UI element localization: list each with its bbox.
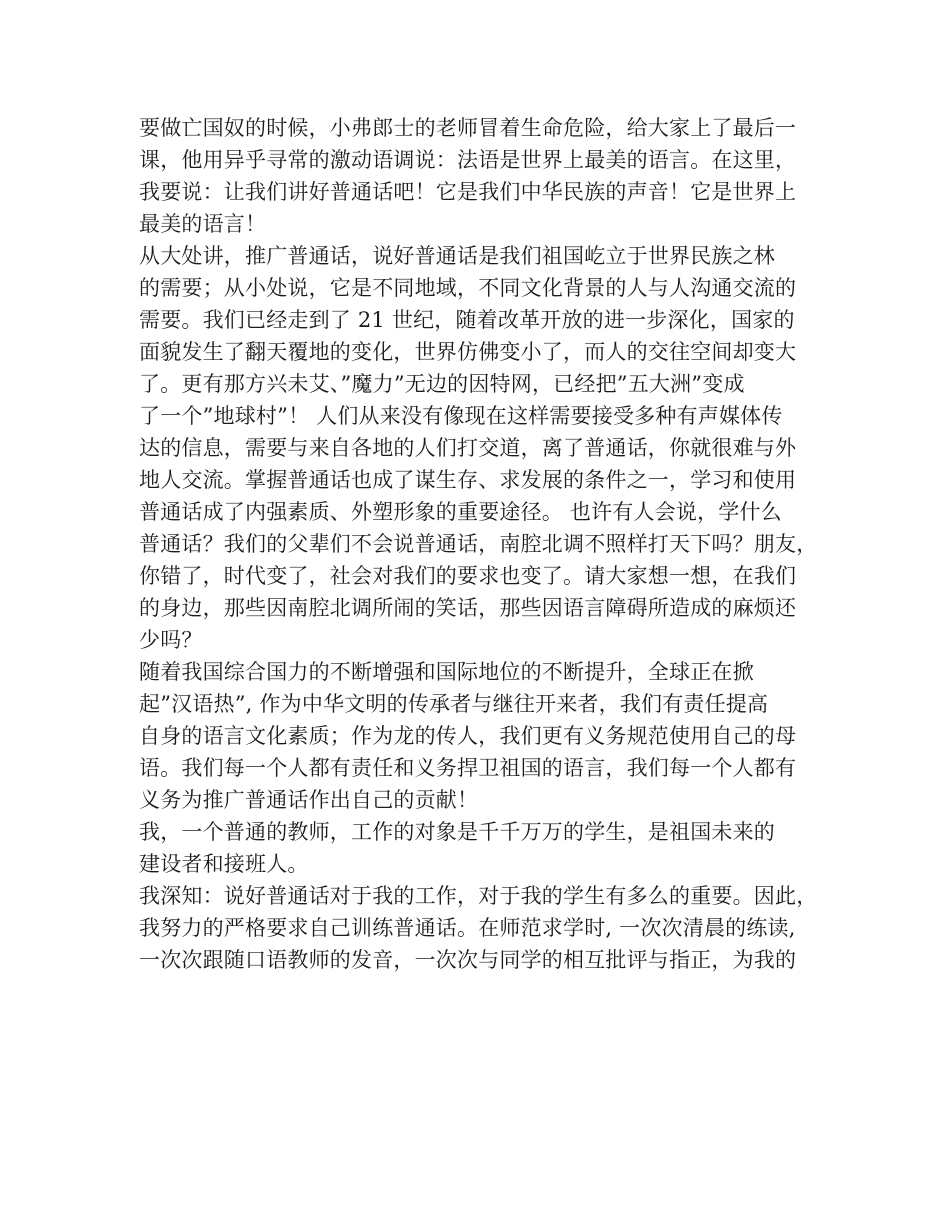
text-line: 语。我们每一个人都有责任和义务捍卫祖国的语言，我们每一个人都有 bbox=[139, 756, 797, 780]
text-line: 随着我国综合国力的不断增强和国际地位的不断提升，全球正在掀 bbox=[139, 660, 754, 684]
text-line: 的身边，那些因南腔北调所闹的笑话，那些因语言障碍所造成的麻烦还 bbox=[139, 596, 797, 620]
text-line: 少吗？ bbox=[139, 628, 203, 652]
text-line: 最美的语言！ bbox=[139, 212, 267, 236]
document-page bbox=[139, 112, 829, 976]
text-line: 建设者和接班人。 bbox=[139, 852, 309, 876]
text-line: 一次次跟随口语教师的发音，一次次与同学的相互批评与指正，为我的 bbox=[139, 948, 797, 972]
text-line: 义务为推广普通话作出自己的贡献！ bbox=[139, 788, 479, 812]
text-line: 你错了，时代变了，社会对我们的要求也变了。请大家想一想，在我们 bbox=[139, 564, 797, 588]
text-line: 要做亡国奴的时候，小弗郎士的老师冒着生命危险，给大家上了最后一 bbox=[139, 116, 797, 140]
text-line: 了。更有那方兴未艾、”魔力”无边的因特网，已经把”五大洲”变成 bbox=[139, 372, 745, 396]
text-line: 自身的语言文化素质；作为龙的传人，我们更有义务规范使用自己的母 bbox=[139, 724, 797, 748]
text-line: 我深知：说好普通话对于我的工作，对于我的学生有多么的重要。因此， bbox=[139, 884, 818, 908]
text-line: 了一个”地球村”！ 人们从来没有像现在这样需要接受多种有声媒体传 bbox=[139, 404, 783, 428]
text-line: 普通话成了内强素质、外塑形象的重要途径。 也许有人会说，学什么 bbox=[139, 500, 782, 524]
text-line: 起”汉语热”, 作为中华文明的传承者与继往开来者，我们有责任提高 bbox=[139, 692, 769, 716]
text-line: 我，一个普通的教师，工作的对象是千千万万的学生，是祖国未来的 bbox=[139, 820, 775, 844]
text-line: 课，他用异乎寻常的激动语调说：法语是世界上最美的语言。在这里， bbox=[139, 148, 797, 172]
text-line: 的需要；从小处说，它是不同地域，不同文化背景的人与人沟通交流的 bbox=[139, 276, 797, 300]
text-line: 我要说：让我们讲好普通话吧！它是我们中华民族的声音！它是世界上 bbox=[139, 180, 797, 204]
text-line: 我努力的严格要求自己训练普通话。在师范求学时, 一次次清晨的练读, bbox=[139, 916, 796, 940]
text-line: 需要。我们已经走到了 21 世纪，随着改革开放的进一步深化，国家的 bbox=[139, 308, 795, 332]
text-line: 面貌发生了翻天覆地的变化，世界仿佛变小了，而人的交往空间却变大 bbox=[139, 340, 797, 364]
text-line: 达的信息，需要与来自各地的人们打交道，离了普通话，你就很难与外 bbox=[139, 436, 797, 460]
text-line: 地人交流。掌握普通话也成了谋生存、求发展的条件之一，学习和使用 bbox=[139, 468, 797, 492]
text-line: 普通话？我们的父辈们不会说普通话，南腔北调不照样打天下吗？朋友， bbox=[139, 532, 818, 556]
text-line: 从大处讲，推广普通话，说好普通话是我们祖国屹立于世界民族之林 bbox=[139, 244, 775, 268]
